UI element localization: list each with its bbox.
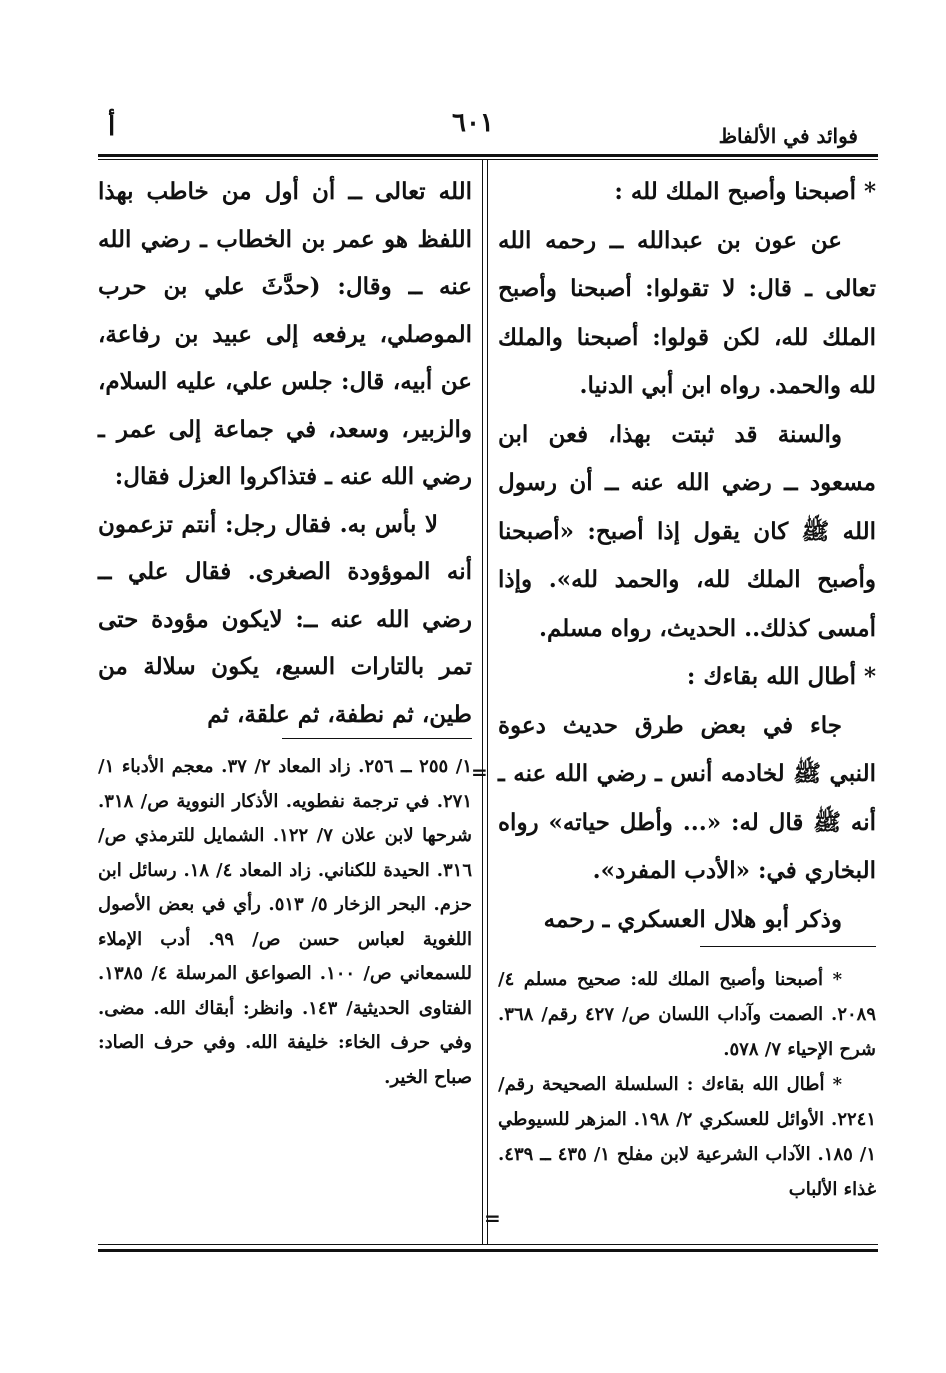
running-header-title: فوائد في الألفاظ	[718, 124, 858, 148]
column-divider	[482, 160, 483, 1244]
entry-paragraph: جاء في بعض طرق حديث دعوة النبي ﷺ لخادمه أنس ـ رضي الله عنه ـ أنه ﷺ قال له: «... وأطل حياته» رواه البخاري في: «الأدب المفرد».	[498, 711, 876, 884]
footer-rule-thin	[98, 1244, 878, 1245]
entry-paragraph: عن عون بن عبدالله ــ رحمه الله تعالى ـ قال: لا تقولوا: أصبحنا وأصبح الملك لله، لكن قولوا: أصبحنا والملك لله والحمد. رواه ابن أبي الدنيا.	[498, 226, 876, 399]
footer-rule-thick	[98, 1249, 878, 1252]
footnote-separator	[282, 738, 472, 739]
footnote: * أصبحنا وأصبح الملك لله: صحيح مسلم ٤/ ٢٠٨٩. الصمت وآداب اللسان ص/ ٤٢٧ رقم/ ٣٦٨. شرح الإحياء ٧/ ٥٧٨.	[498, 969, 876, 1060]
continuation-marker: =	[471, 760, 488, 784]
footnote: ١/ ٢٥٥ ــ ٢٥٦. زاد المعاد ٢/ ٣٧. معجم الأدباء ١/ ٢٧١. في ترجمة نفطويه. الأذكار النووية ص/ ٣١٨. شرحها لابن علان ٧/ ١٢٢. الشمايل للترمذي ص/ ٣١٦. الحيدة للكناني. زاد المعاد ٤/ ١٨. رسائل ابن حزم. البحر الزخار ٥/ ٥١٣. رأي في بعض الأصول اللغوية لعباس حسن ص/ ٩٩. أدب الإملاء للسمعاني ص/ ١٠٠. الصواعق المرسلة ٤/ ١٣٨٥. الفتاوى الحديثية/ ١٤٣. وانظر: أبقاك الله. مضى. وفي حرف الخاء: خليفة الله. وفي حرف الصاد: صباح الخير.	[98, 756, 473, 1088]
continuation-marker: =	[484, 1206, 501, 1230]
header-rule-thick	[98, 154, 878, 157]
header-rule-thin	[98, 159, 878, 160]
footnote-separator	[700, 946, 876, 947]
left-footnotes	[98, 750, 472, 1095]
column-divider	[487, 160, 488, 1244]
footnote: * أطال الله بقاءك : السلسلة الصحيحة رقم/ ٢٢٤١. الأوائل للعسكري ٢/ ١٩٨. المزهر للسيوطي ١/ ١٨٥. الآداب الشرعية لابن مفلح ١/ ٤٣٥ ــ ٤٣٩. غذاء الألباب	[498, 1074, 877, 1200]
left-column-body	[98, 168, 472, 738]
entry-paragraph: وذكر أبو هلال العسكري ـ رحمه	[543, 905, 842, 933]
entry-paragraph: لا بأس به. فقال رجل: أنتم تزعمون أنه الموؤودة الصغرى. فقال علي ــ رضي الله عنه ــ: لايكون مؤودة حتى تمر بالتارات السبع، يكون سلالة من طين، ثم نطفة، ثم علقة، ثم	[98, 510, 472, 728]
right-column-body	[498, 168, 876, 944]
section-letter: أ	[108, 112, 116, 142]
entry-paragraph: الله تعالى ــ أن أول من خاطب بهذا اللفظ هو عمر بن الخطاب ـ رضي الله عنه ــ وقال: (حدَّثَ علي بن حرب الموصلي، يرفعه إلى عبيد بن رفاعة، عن أبيه، قال: جلس علي، عليه السلام، والزبير، وسعد، في جماعة إلى عمر ـ رضي الله عنه ـ فتذاكروا العزل فقال:	[98, 178, 472, 490]
entry-heading-atal-allah: * أطال الله بقاءك :	[686, 663, 876, 690]
entry-paragraph: والسنة قد ثبتت بهذا، فعن ابن مسعود ــ رضي الله عنه ــ أن رسول الله ﷺ كان يقول إذا أصبح: «أصبحنا وأصبح الملك لله، والحمد لله». وإذا أمسى كذلك.. الحديث، رواه مسلم.	[498, 420, 876, 642]
right-footnotes	[498, 962, 876, 1207]
entry-heading-asbahna: * أصبحنا وأصبح الملك لله :	[614, 178, 876, 205]
page-number: ٦٠١	[452, 108, 494, 138]
